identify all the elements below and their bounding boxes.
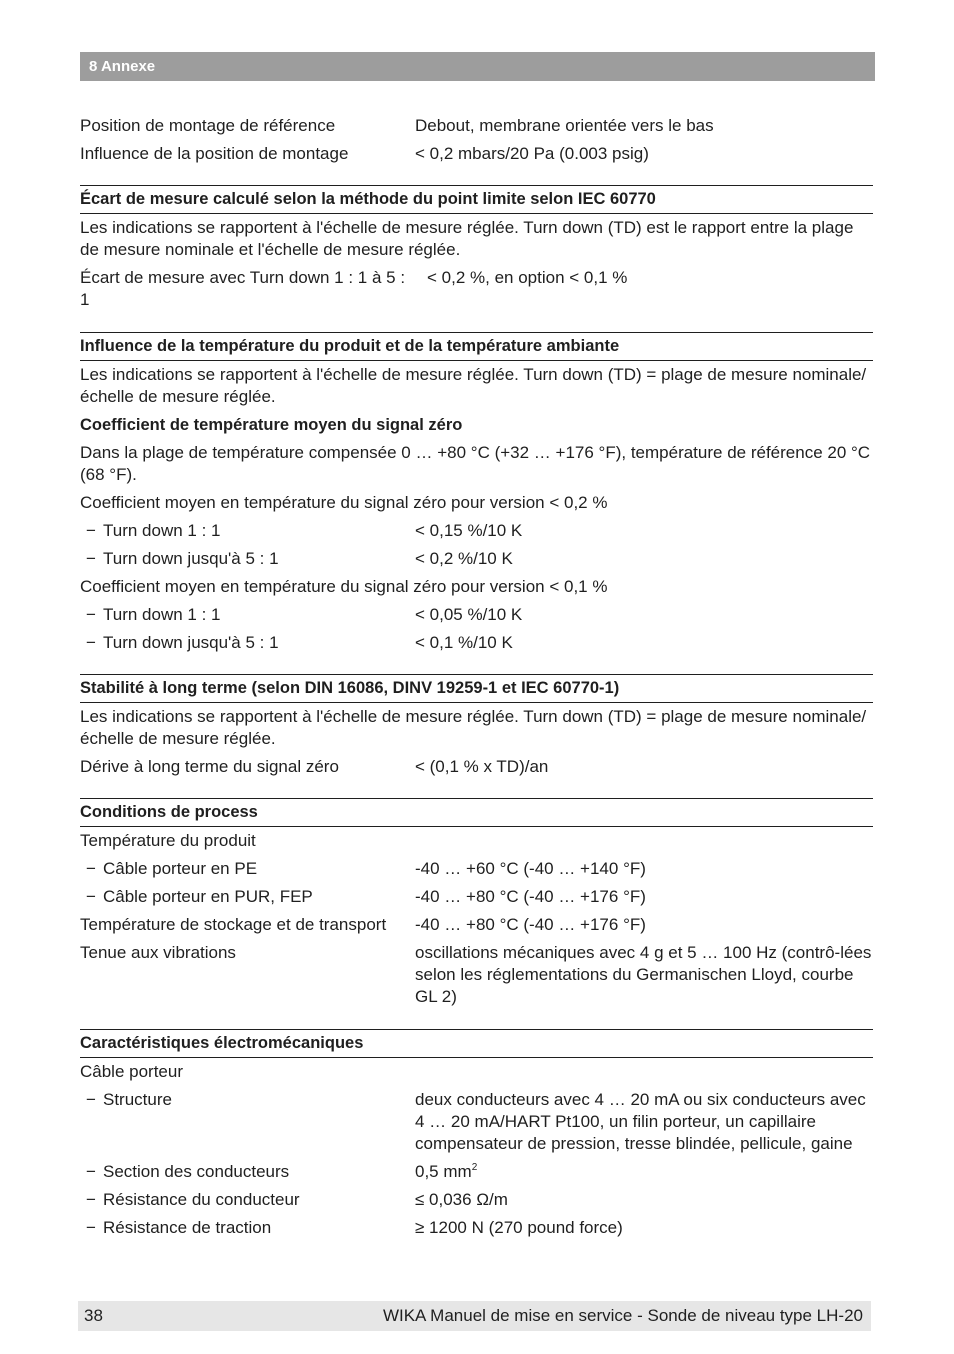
spec-label: − Structure [86, 1090, 172, 1109]
spec-label: Écart de mesure avec Turn down 1 : 1 à 5 : 1 [80, 268, 406, 309]
dash-bullet: − [86, 1190, 96, 1209]
spec-row [80, 753, 873, 781]
spec-value: -40 … +80 °C (-40 … +176 °F) [415, 915, 646, 934]
spec-row [80, 911, 873, 939]
spec-row [80, 1186, 873, 1214]
spec-label: − Section des conducteurs [86, 1162, 290, 1181]
spec-value: < 0,15 %/10 K [415, 521, 523, 540]
dash-bullet: − [86, 1090, 96, 1109]
superscript: 2 [471, 1162, 478, 1173]
spec-row [80, 545, 873, 573]
spec-value: Debout, membrane orientée vers le bas [415, 116, 714, 135]
spec-label: − Câble porteur en PUR, FEP [86, 887, 313, 906]
page-content [80, 112, 873, 1242]
chapter-header [80, 52, 875, 81]
spec-value: < 0,2 %, en option < 0,1 % [427, 268, 628, 287]
spec-value: ≤ 0,036 Ω/m [415, 1190, 508, 1209]
spec-label: − Câble porteur en PE [86, 859, 258, 878]
subsection-heading: Coefficient de température moyen du signal zéro [80, 416, 463, 434]
spec-label: − Turn down 1 : 1 [86, 521, 221, 540]
spec-value: 0,5 $mm^2$ [415, 1162, 478, 1181]
chapter-title: 8 Annexe [89, 58, 156, 75]
page-number: 38 [84, 1306, 103, 1325]
spec-label: − Turn down 1 : 1 [86, 605, 221, 624]
section-paragraph: Les indications se rapportent à l'échelle de mesure réglée. Turn down (TD) est le rapport entre la plage de mesure nominale et l'échelle de mesure réglée. [80, 218, 854, 259]
spec-row [80, 939, 873, 1011]
group-title: Température du produit [80, 831, 256, 850]
section-paragraph: Les indications se rapportent à l'échelle de mesure réglée. Turn down (TD) = plage de mesure nominale/échelle de mesure réglée. [80, 707, 867, 748]
spec-label: − Turn down jusqu'à 5 : 1 [86, 549, 279, 568]
spec-label: Tenue aux vibrations [80, 943, 236, 962]
spec-row [80, 883, 873, 911]
spec-row [80, 140, 873, 168]
spec-value: -40 … +60 °C (-40 … +140 °F) [415, 859, 646, 878]
footer-title: WIKA Manuel de mise en service - Sonde de niveau type LH-20 [382, 1306, 863, 1325]
spec-row [80, 517, 873, 545]
spec-row [80, 112, 873, 140]
spec-label: Position de montage de référence [80, 116, 336, 135]
section-heading-electromechanical: Caractéristiques électromécaniques [80, 1029, 873, 1058]
spec-value: ≥ 1200 N (270 pound force) [415, 1218, 623, 1237]
spec-row [80, 1086, 873, 1158]
section-paragraph: Les indications se rapportent à l'échelle de mesure réglée. Turn down (TD) = plage de mesure nominale/échelle de mesure réglée. [80, 365, 867, 406]
spec-label: Influence de la position de montage [80, 144, 349, 163]
spec-value: deux conducteurs avec 4 … 20 mA ou six conducteurs avec 4 … 20 mA/HART Pt100, un filin porteur, un capillaire compensateur de pression, tresse blindée, pellicule, gaine [415, 1090, 866, 1153]
dash-bullet: − [86, 521, 96, 540]
dash-bullet: − [86, 887, 96, 906]
spec-value: -40 … +80 °C (-40 … +176 °F) [415, 887, 646, 906]
spec-row [80, 1214, 873, 1242]
section-heading-iec: Écart de mesure calculé selon la méthode du point limite selon IEC 60770 [80, 185, 873, 214]
section-heading-temperature: Influence de la température du produit et de la température ambiante [80, 332, 873, 361]
spec-label: Température de stockage et de transport [80, 915, 387, 934]
spec-value: < 0,2 %/10 K [415, 549, 513, 568]
dash-bullet: − [86, 1162, 96, 1181]
spec-value: < (0,1 % x TD)/an [415, 757, 549, 776]
spec-label: − Résistance du conducteur [86, 1190, 300, 1209]
group-title: Coefficient moyen en température du signal zéro pour version < 0,1 % [80, 577, 608, 596]
dash-bullet: − [86, 633, 96, 652]
spec-row [80, 264, 873, 314]
spec-label: − Résistance de traction [86, 1218, 272, 1237]
section-heading-process: Conditions de process [80, 798, 873, 827]
dash-bullet: − [86, 859, 96, 878]
spec-label: Dérive à long terme du signal zéro [80, 757, 339, 776]
spec-row [80, 855, 873, 883]
spec-value: < 0,05 %/10 K [415, 605, 523, 624]
group-title: Coefficient moyen en température du signal zéro pour version < 0,2 % [80, 493, 608, 512]
section-heading-stability: Stabilité à long terme (selon DIN 16086, DINV 19259-1 et IEC 60770-1) [80, 674, 873, 703]
dash-bullet: − [86, 605, 96, 624]
group-title: Câble porteur [80, 1062, 184, 1081]
spec-value: < 0,2 mbars/20 Pa (0.003 psig) [415, 144, 649, 163]
spec-row [80, 601, 873, 629]
spec-value: < 0,1 %/10 K [415, 633, 513, 652]
spec-row [80, 1158, 873, 1186]
dash-bullet: − [86, 1218, 96, 1237]
spec-row [80, 629, 873, 657]
spec-value: oscillations mécaniques avec 4 g et 5 … 100 Hz (contrô-lées selon les réglementations du Germanischen Lloyd, courbe GL 2) [415, 943, 872, 1006]
section-paragraph: Dans la plage de température compensée 0 … +80 °C (+32 … +176 °F), température de référence 20 °C (68 °F). [80, 443, 871, 484]
dash-bullet: − [86, 549, 96, 568]
page-footer [78, 1301, 871, 1331]
spec-label: − Turn down jusqu'à 5 : 1 [86, 633, 279, 652]
